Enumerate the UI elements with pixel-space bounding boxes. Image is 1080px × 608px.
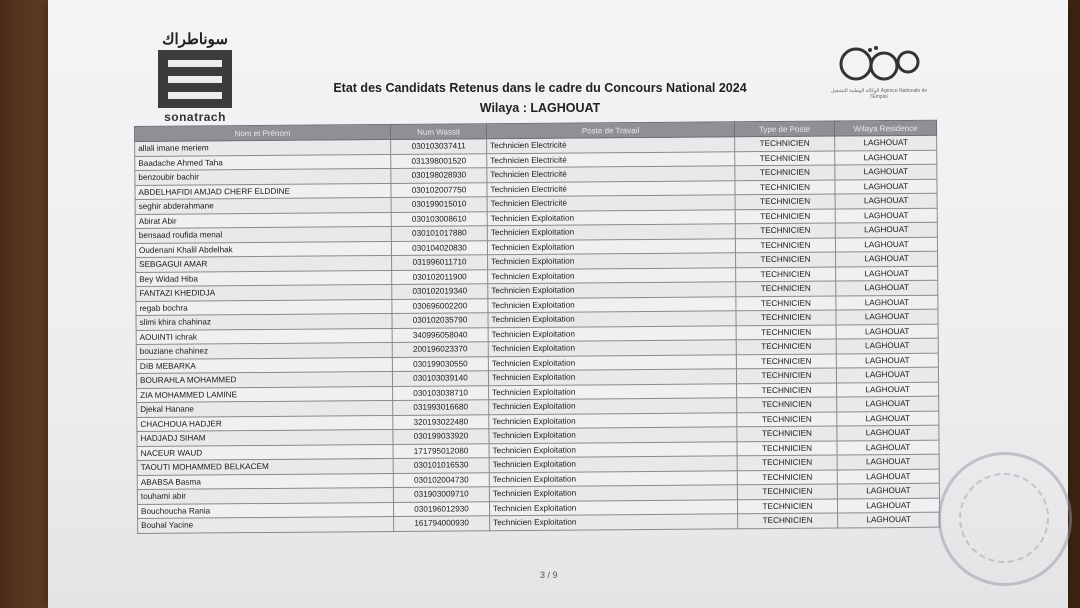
cell-wilaya: LAGHOUAT xyxy=(837,469,939,484)
cell-name: touhami abir xyxy=(137,487,393,504)
cell-wilaya: LAGHOUAT xyxy=(837,440,939,455)
title-line-2: Wilaya : LAGHOUAT xyxy=(479,101,601,115)
cell-wassit: 030103038710 xyxy=(393,385,489,400)
cell-name: AOUINTI ichrak xyxy=(136,328,392,345)
cell-poste: Technicien Exploitation xyxy=(488,253,736,269)
header-type: Type de Poste xyxy=(734,121,834,137)
cell-wassit: 030199015010 xyxy=(391,197,487,212)
header-poste: Poste de Travail xyxy=(486,122,734,139)
cell-wilaya: LAGHOUAT xyxy=(835,193,937,208)
anem-logo xyxy=(824,42,934,100)
cell-wassit: 030102035790 xyxy=(392,313,488,328)
cell-type: TECHNICIEN xyxy=(736,339,836,354)
cell-wassit: 030104020830 xyxy=(391,240,487,255)
cell-poste: Technicien Exploitation xyxy=(488,311,736,327)
cell-name: NACEUR WAUD xyxy=(137,444,393,461)
cell-poste: Technicien Exploitation xyxy=(489,499,737,515)
cell-poste: Technicien Exploitation xyxy=(487,224,735,240)
cell-type: TECHNICIEN xyxy=(735,223,835,238)
page-number: 3 / 9 xyxy=(540,570,558,580)
cell-wassit: 171795012080 xyxy=(393,443,489,458)
cell-wilaya: LAGHOUAT xyxy=(837,425,939,440)
cell-wassit: 030101016530 xyxy=(393,458,489,473)
cell-wassit: 200196023370 xyxy=(392,342,488,357)
cell-type: TECHNICIEN xyxy=(736,368,836,383)
cell-wilaya: LAGHOUAT xyxy=(836,251,938,266)
cell-wilaya: LAGHOUAT xyxy=(836,324,938,339)
cell-wilaya: LAGHOUAT xyxy=(837,483,939,498)
cell-wassit: 031993016680 xyxy=(393,400,489,415)
cell-wassit: 031398001520 xyxy=(391,153,487,168)
cell-name: TAOUTI MOHAMMED BELKACEM xyxy=(137,458,393,475)
cell-wilaya: LAGHOUAT xyxy=(837,382,939,397)
cell-wassit: 030102019340 xyxy=(392,284,488,299)
document-title xyxy=(280,78,800,118)
cell-name: ZIA MOHAMMED LAMINE xyxy=(137,386,393,403)
cell-name: allali imane meriem xyxy=(135,139,391,156)
cell-poste: Technicien Electricité xyxy=(487,195,735,211)
cell-name: HADJADJ SIHAM xyxy=(137,429,393,446)
cell-poste: Technicien Electricité xyxy=(487,166,735,182)
candidates-table xyxy=(134,120,940,534)
cell-wassit: 030198028930 xyxy=(391,168,487,183)
cell-wilaya: LAGHOUAT xyxy=(837,498,939,513)
cell-wilaya: LAGHOUAT xyxy=(836,338,938,353)
cell-name: CHACHOUA HADJER xyxy=(137,415,393,432)
agency-name: الوكالة الوطنية للتشغيل Agence Nationale de l'Emploi xyxy=(830,88,928,100)
cell-poste: Technicien Exploitation xyxy=(487,209,735,225)
cell-name: DIB MEBARKA xyxy=(136,357,392,374)
cell-poste: Technicien Exploitation xyxy=(488,296,736,312)
cell-wilaya: LAGHOUAT xyxy=(835,222,937,237)
cell-wilaya: LAGHOUAT xyxy=(836,353,938,368)
cell-poste: Technicien Exploitation xyxy=(488,354,736,370)
cell-poste: Technicien Exploitation xyxy=(489,485,737,501)
cell-name: Bey Widad Hiba xyxy=(136,270,392,287)
cell-type: TECHNICIEN xyxy=(737,469,837,484)
cell-type: TECHNICIEN xyxy=(737,411,837,426)
cell-wassit: 030103039140 xyxy=(392,371,488,386)
cell-name: seghir abderahmane xyxy=(135,197,391,214)
cell-poste: Technicien Electricité xyxy=(487,151,735,167)
cell-wassit: 030102007750 xyxy=(391,182,487,197)
cell-poste: Technicien Exploitation xyxy=(489,398,737,414)
cell-wilaya: LAGHOUAT xyxy=(837,411,939,426)
official-stamp xyxy=(938,452,1072,586)
cell-wilaya: LAGHOUAT xyxy=(836,367,938,382)
cell-wassit: 030101017880 xyxy=(391,226,487,241)
sonatrach-emblem-icon xyxy=(158,50,232,108)
cell-poste: Technicien Exploitation xyxy=(488,267,736,283)
cell-poste: Technicien Exploitation xyxy=(489,470,737,486)
cell-poste: Technicien Exploitation xyxy=(489,441,737,457)
cell-type: TECHNICIEN xyxy=(737,426,837,441)
cell-name: Oudenani Khalil Abdelhak xyxy=(135,241,391,258)
cell-type: TECHNICIEN xyxy=(736,252,836,267)
cell-name: FANTAZI KHEDIDJA xyxy=(136,284,392,301)
cell-type: TECHNICIEN xyxy=(736,310,836,325)
cell-type: TECHNICIEN xyxy=(736,266,836,281)
cell-name: benzoubir bachir xyxy=(135,168,391,185)
cell-wilaya: LAGHOUAT xyxy=(836,280,938,295)
cell-type: TECHNICIEN xyxy=(737,397,837,412)
cell-poste: Technicien Exploitation xyxy=(490,514,738,530)
cell-wassit: 030696002200 xyxy=(392,298,488,313)
cell-poste: Technicien Exploitation xyxy=(488,282,736,298)
cell-name: ABDELHAFIDI AMJAD CHERF ELDDINE xyxy=(135,183,391,200)
cell-name: bouziane chahinez xyxy=(136,342,392,359)
logo-arabic-text: سوناطراك xyxy=(162,31,228,48)
cell-wassit: 030199033920 xyxy=(393,429,489,444)
cell-type: TECHNICIEN xyxy=(735,165,835,180)
cell-poste: Technicien Exploitation xyxy=(489,427,737,443)
cell-wilaya: LAGHOUAT xyxy=(836,266,938,281)
cell-poste: Technicien Exploitation xyxy=(488,340,736,356)
cell-wilaya: LAGHOUAT xyxy=(836,309,938,324)
table-body xyxy=(135,135,940,533)
cell-type: TECHNICIEN xyxy=(737,484,837,499)
cell-wassit: 030196012930 xyxy=(393,501,489,516)
cell-name: BOURAHLA MOHAMMED xyxy=(136,371,392,388)
cell-wassit: 030103037411 xyxy=(391,139,487,154)
cell-wassit: 340996058040 xyxy=(392,327,488,342)
cell-wassit: 031903009710 xyxy=(393,487,489,502)
cell-type: TECHNICIEN xyxy=(737,498,837,513)
cell-poste: Technicien Exploitation xyxy=(488,369,736,385)
cell-type: TECHNICIEN xyxy=(737,440,837,455)
cell-type: TECHNICIEN xyxy=(735,237,835,252)
cell-poste: Technicien Electricité xyxy=(487,180,735,196)
cell-wilaya: LAGHOUAT xyxy=(835,179,937,194)
anem-emblem-icon xyxy=(834,42,924,88)
cell-name: Bouhal Yacine xyxy=(138,516,394,533)
cell-wassit: 031996011710 xyxy=(392,255,488,270)
cell-type: TECHNICIEN xyxy=(736,295,836,310)
logo-brand-text: sonatrach xyxy=(164,110,226,124)
cell-poste: Technicien Exploitation xyxy=(489,383,737,399)
cell-wassit: 030199030550 xyxy=(392,356,488,371)
cell-type: TECHNICIEN xyxy=(735,179,835,194)
cell-name: regab bochra xyxy=(136,299,392,316)
header-name: Nom et Prénom xyxy=(135,124,391,141)
cell-poste: Technicien Exploitation xyxy=(489,412,737,428)
cell-name: Baadache Ahmed Taha xyxy=(135,154,391,171)
cell-name: Abirat Abir xyxy=(135,212,391,229)
sonatrach-logo xyxy=(150,30,240,124)
cell-poste: Technicien Exploitation xyxy=(487,238,735,254)
cell-name: Djekal Hanane xyxy=(137,400,393,417)
cell-type: TECHNICIEN xyxy=(736,324,836,339)
header-wassit: Num Wassit xyxy=(390,124,486,140)
cell-wilaya: LAGHOUAT xyxy=(835,208,937,223)
cell-poste: Technicien Exploitation xyxy=(489,456,737,472)
cell-name: SEBGAGUI AMAR xyxy=(136,255,392,272)
cell-name: ABABSA Basma xyxy=(137,473,393,490)
cell-type: TECHNICIEN xyxy=(736,353,836,368)
cell-type: TECHNICIEN xyxy=(735,194,835,209)
cell-wassit: 030102011900 xyxy=(392,269,488,284)
cell-name: slimi khira chahinaz xyxy=(136,313,392,330)
candidates-table-wrapper xyxy=(134,120,939,534)
cell-wassit: 161794000930 xyxy=(394,516,490,531)
title-line-1: Etat des Candidats Retenus dans le cadre du Concours National 2024 xyxy=(333,81,747,95)
cell-name: bensaad roufida menal xyxy=(135,226,391,243)
cell-poste: Technicien Exploitation xyxy=(488,325,736,341)
cell-type: TECHNICIEN xyxy=(737,455,837,470)
cell-wassit: 030102004730 xyxy=(393,472,489,487)
cell-wilaya: LAGHOUAT xyxy=(837,454,939,469)
cell-type: TECHNICIEN xyxy=(735,150,835,165)
cell-type: TECHNICIEN xyxy=(736,281,836,296)
cell-name: Bouchoucha Rania xyxy=(137,502,393,519)
cell-type: TECHNICIEN xyxy=(738,513,838,528)
cell-wilaya: LAGHOUAT xyxy=(838,512,940,527)
cell-poste: Technicien Electricité xyxy=(487,137,735,153)
cell-wassit: 320193022480 xyxy=(393,414,489,429)
cell-wilaya: LAGHOUAT xyxy=(837,396,939,411)
cell-type: TECHNICIEN xyxy=(737,382,837,397)
cell-type: TECHNICIEN xyxy=(735,208,835,223)
cell-wilaya: LAGHOUAT xyxy=(836,295,938,310)
header-wilaya: Wilaya Residence xyxy=(834,120,936,136)
cell-wassit: 030103008610 xyxy=(391,211,487,226)
cell-wilaya: LAGHOUAT xyxy=(835,237,937,252)
cell-wilaya: LAGHOUAT xyxy=(835,164,937,179)
cell-wilaya: LAGHOUAT xyxy=(835,135,937,150)
cell-type: TECHNICIEN xyxy=(735,136,835,151)
cell-wilaya: LAGHOUAT xyxy=(835,150,937,165)
